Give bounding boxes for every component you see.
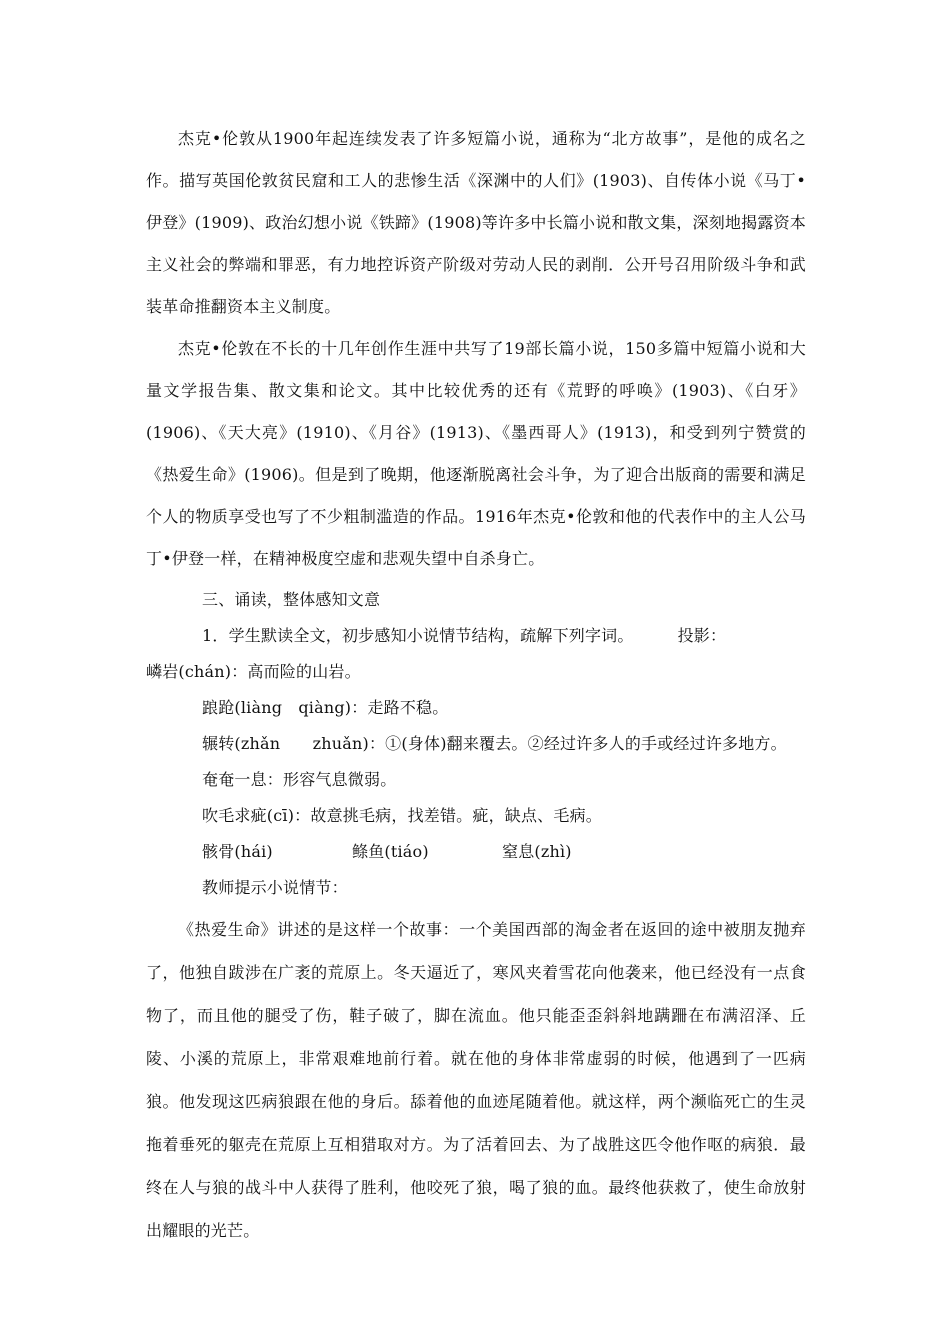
teacher-prompt: 教师提示小说情节：	[202, 878, 348, 897]
step-one-line	[146, 618, 806, 654]
vocab-tiaoyu: 鲦鱼(tiáo)	[352, 842, 429, 861]
vocab-item-yanyanyixi: 奄奄一息：形容气息微弱。	[202, 770, 397, 789]
vocab-item-row-three-words	[146, 834, 806, 870]
paragraph-jack-london-early-works: 杰克•伦敦从1900年起连续发表了许多短篇小说，通称为“北方故事”，是他的成名之作。描写英国伦敦贫民窟和工人的悲惨生活《深渊中的人们》(1903)、自传体小说《马丁•伊登》(1909)、政治幻想小说《铁蹄》(1908)等许多中长篇小说和散文集，深刻地揭露资本主义社会的弊端和罪恶，有力地控诉资产阶级对劳动人民的剥削．公开号召用阶级斗争和武装革命推翻资本主义制度。	[146, 129, 806, 316]
vocab-item-liangqiang: 踉跄(liàng qiàng)：走路不稳。	[202, 698, 449, 717]
vocab-item-zhanzhuan: 辗转(zhǎn zhuǎn)：①(身体)翻来覆去。②经过许多人的手或经过许多地方。	[202, 734, 787, 753]
vocab-zhixi: 窒息(zhì)	[502, 842, 572, 861]
document-body	[146, 118, 806, 1252]
section-heading: 三、诵读，整体感知文意	[202, 590, 381, 609]
paragraph-jack-london-career: 杰克•伦敦在不长的十几年创作生涯中共写了19部长篇小说，150多篇中短篇小说和大量文学报告集、散文集和论文。其中比较优秀的还有《荒野的呼唤》(1903)、《白牙》(1906)、《天大亮》(1910)、《月谷》(1913)、《墨西哥人》(1913)，和受到列宁赞赏的《热爱生命》(1906)。但是到了晚期，他逐渐脱离社会斗争，为了迎合出版商的需要和满足个人的物质享受也写了不少粗制滥造的作品。1916年杰克•伦敦和他的代表作中的主人公马丁•伊登一样，在精神极度空虚和悲观失望中自杀身亡。	[146, 339, 806, 568]
paragraph-story-summary: 《热爱生命》讲述的是这样一个故事：一个美国西部的淘金者在返回的途中被朋友抛弃了，他独自跋涉在广袤的荒原上。冬天逼近了，寒风夹着雪花向他袭来，他已经没有一点食物了，而且他的腿受了伤，鞋子破了，脚在流血。他只能歪歪斜斜地蹒跚在布满沼泽、丘陵、小溪的荒原上，非常艰难地前行着。就在他的身体非常虚弱的时候，他遇到了一匹病狼。他发现这匹病狼跟在他的身后。舔着他的血迹尾随着他。就这样，两个濒临死亡的生灵拖着垂死的躯壳在荒原上互相猎取对方。为了活着回去、为了战胜这匹令他作呕的病狼．最终在人与狼的战斗中人获得了胜利，他咬死了狼，喝了狼的血。最终他获救了，使生命放射出耀眼的光芒。	[146, 920, 806, 1240]
step-one-text: 1．学生默读全文，初步感知小说情节结构，疏解下列字词。	[202, 626, 634, 645]
vocab-item-chuimaoqiuci: 吹毛求疵(cī)：故意挑毛病，找差错。疵，缺点、毛病。	[202, 806, 602, 825]
vocab-item-chanyan: 嶙岩(chán)：高而险的山岩。	[146, 662, 361, 681]
vocab-haigu: 骸骨(hái)	[202, 842, 273, 861]
projection-label: 投影：	[677, 626, 727, 645]
